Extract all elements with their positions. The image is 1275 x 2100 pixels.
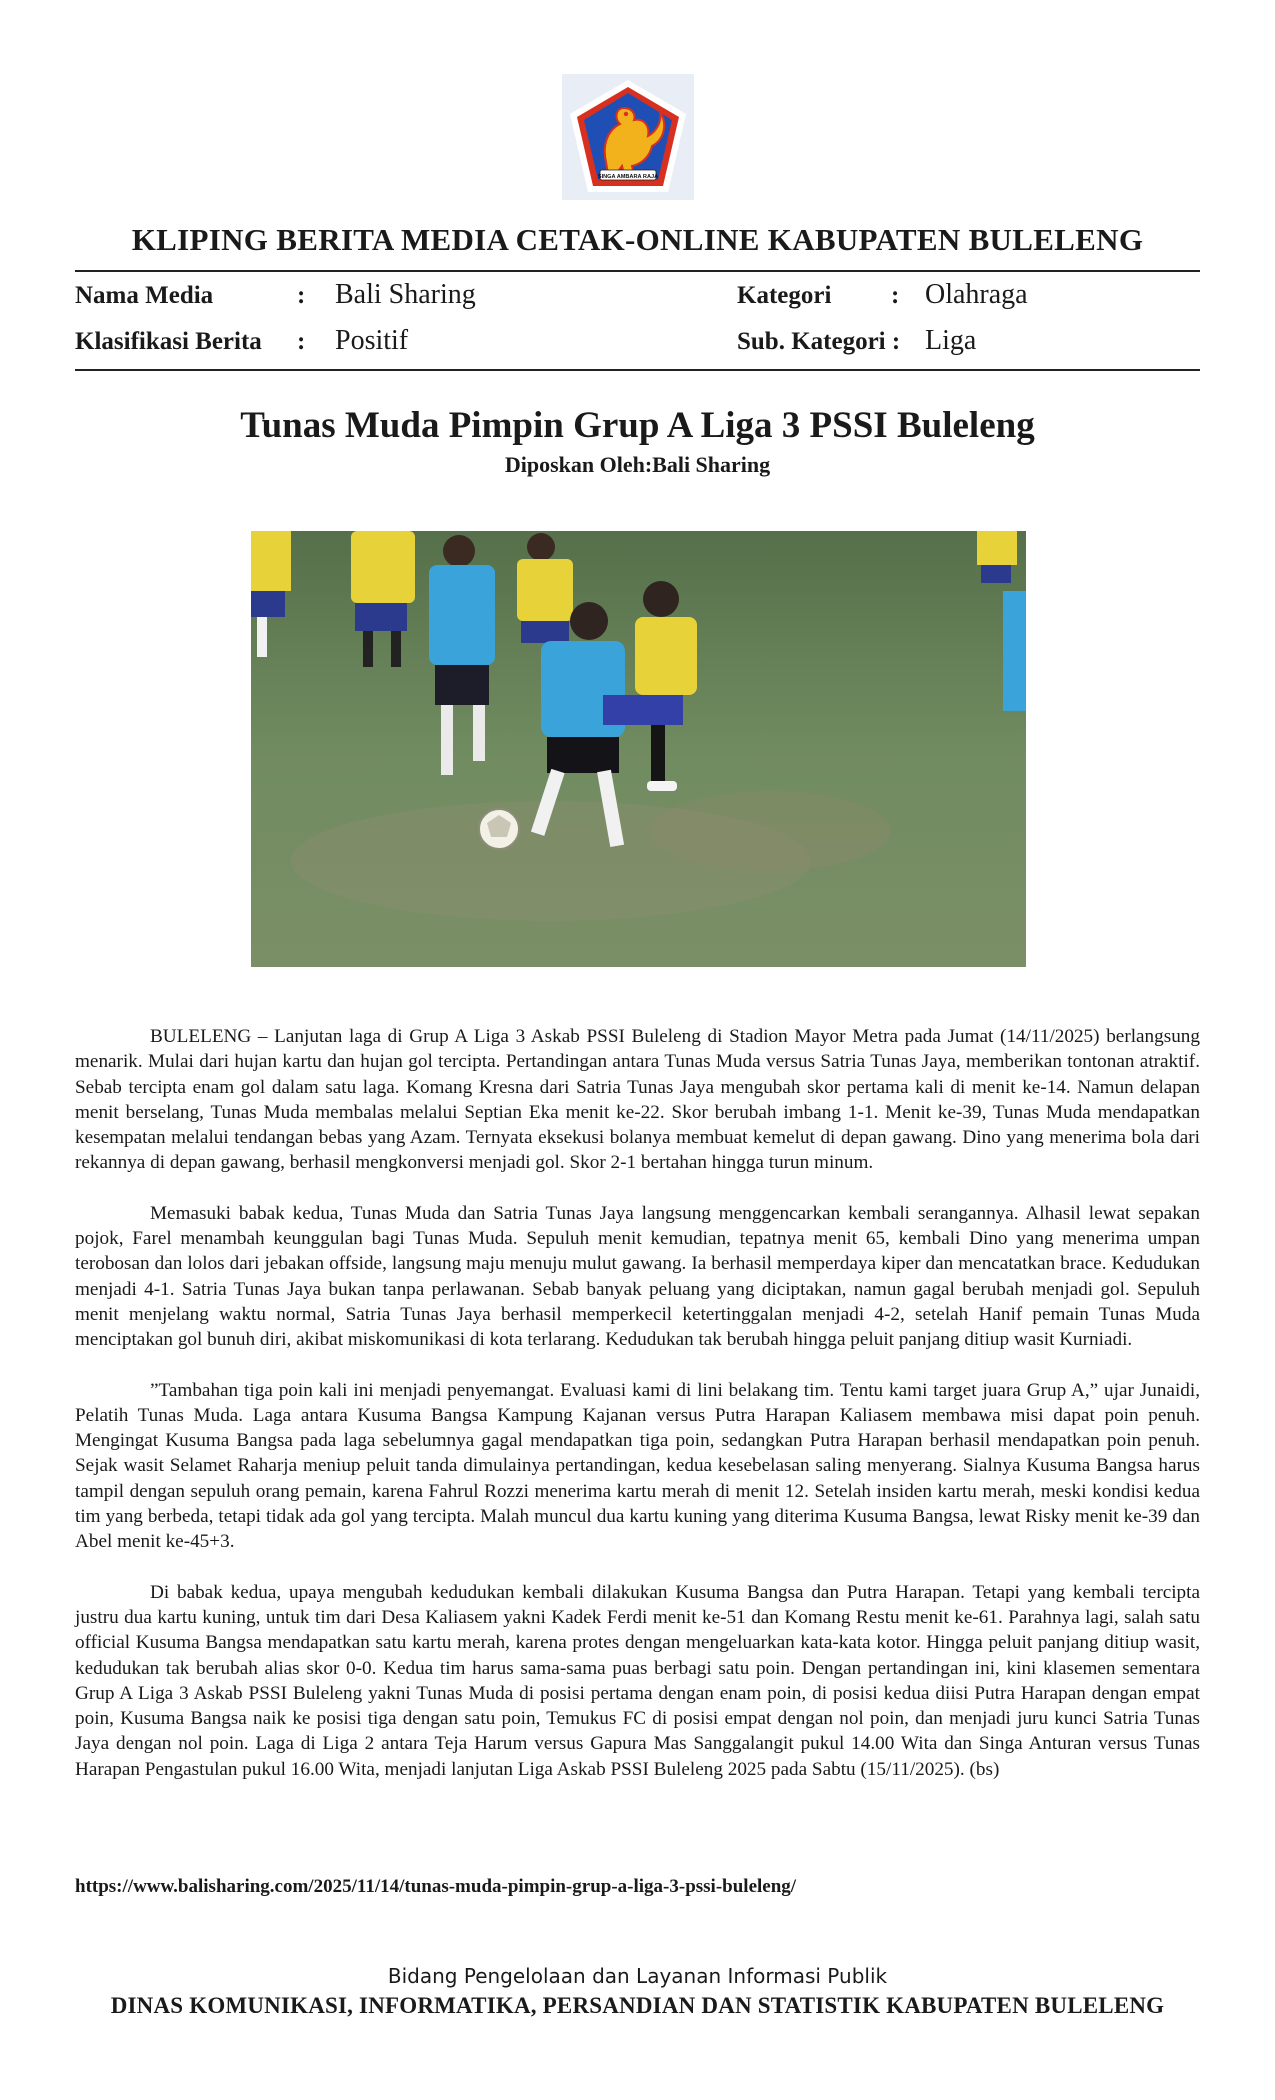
media-value: Bali Sharing bbox=[335, 279, 476, 310]
classification-value: Positif bbox=[335, 325, 409, 356]
regency-crest-icon bbox=[562, 74, 694, 200]
article-paragraph-3: ”Tambahan tiga poin kali ini menjadi penyemangat. Evaluasi kami di lini belakang tim. Tentu kami target juara Grup A,” ujar Junaidi, Pelatih Tunas Muda. Laga antara Kusuma Bangsa Kampung Kajanan versus Putra Harapan Kaliasem membawa misi dapat poin penuh. Mengingat Kusuma Bangsa pada laga sebelumnya gagal mendapatkan tiga poin, sedangkan Putra Harapan berhasil mendapatkan poin penuh. Sejak wasit Selamet Raharja meniup peluit tanda dimulainya pertandingan, kedua kesebelasan saling menyerang. Sialnya Kusuma Bangsa harus tampil dengan sepuluh orang pemain, karena Fahrul Rozzi menerima kartu merah di menit 12. Setelah insiden kartu merah, meski kondisi kedua tim yang berbeda, tetapi tidak ada gol yang tercipta. Malah muncul dua kartu kuning yang diterima Kusuma Bangsa, lewat Risky menit ke-39 dan Abel menit ke-45+3. bbox=[75, 1379, 1200, 1553]
category-label: Kategori bbox=[737, 282, 832, 309]
category-separator: : bbox=[891, 282, 900, 309]
classification-separator: : bbox=[297, 328, 306, 355]
subcategory-label: Sub. Kategori : bbox=[737, 328, 901, 355]
subcategory-value: Liga bbox=[925, 325, 977, 356]
media-separator: : bbox=[297, 282, 306, 309]
article-paragraph-4: Di babak kedua, upaya mengubah kedudukan kembali dilakukan Kusuma Bangsa dan Putra Harapan. Tetapi yang kembali tercipta justru dua kartu kuning, untuk tim dari Desa Kaliasem yakni Kadek Ferdi menit ke-51 dan Komang Restu menit ke-61. Parahnya lagi, salah satu official Kusuma Bangsa mendapatkan satu kartu merah, karena protes dengan mengeluarkan kata-kata kotor. Hingga peluit panjang ditiup wasit, kedudukan tak berubah alias skor 0-0. Kedua tim harus sama-sama puas berbagi satu poin. Dengan pertandingan ini, kini klasemen sementara Grup A Liga 3 Askab PSSI Buleleng yakni Tunas Muda di posisi pertama dengan enam poin, di posisi kedua diisi Putra Harapan dengan empat poin, Kusuma Bangsa naik ke posisi tiga dengan satu poin, Temukus FC di posisi empat dengan nol poin, dan menjadi juru kunci Satria Tunas Jaya dengan nol poin. Laga di Liga 2 antara Teja Harum versus Gapura Mas Sanggalangit pukul 14.00 Wita dan Singa Anturan versus Tunas Harapan Pengastulan pukul 16.00 Wita, menjadi lanjutan Liga Askab PSSI Buleleng 2025 pada Sabtu (15/11/2025). (bs) bbox=[75, 1581, 1200, 1780]
crest-caption: SINGA AMBARA RAJA bbox=[597, 174, 659, 180]
article-paragraph-2: Memasuki babak kedua, Tunas Muda dan Satria Tunas Jaya langsung menggencarkan kembali serangannya. Alhasil lewat sepakan pojok, Farel menambah keunggulan bagi Tunas Muda. Sepuluh menit kemudian, tepatnya menit 65, kembali Dino yang menerima umpan terobosan dan lolos dari jebakan offside, langsung maju menuju mulut gawang. Ia berhasil memperdaya kiper dan mencatatkan brace. Kedudukan menjadi 4-1. Satria Tunas Jaya bukan tanpa perlawanan. Sebab banyak peluang yang diciptakan, namun gagal berubah menjadi gol. Sepuluh menit menjelang waktu normal, Satria Tunas Jaya berhasil memperkecil ketertinggalan menjadi 4-2, setelah Hanif pemain Tunas Muda menciptakan gol bunuh diri, akibat miskomunikasi di kota terlarang. Kedudukan tak berubah hingga peluit panjang ditiup wasit Kurniadi. bbox=[75, 1202, 1200, 1351]
classification-label: Klasifikasi Berita bbox=[75, 328, 262, 355]
media-label: Nama Media bbox=[75, 282, 214, 309]
footer-department: DINAS KOMUNIKASI, INFORMATIKA, PERSANDIAN DAN STATISTIK KABUPATEN BULELENG bbox=[110, 1993, 1165, 2018]
article-photo bbox=[251, 531, 1026, 967]
article-title: Tunas Muda Pimpin Grup A Liga 3 PSSI Buleleng bbox=[240, 405, 1035, 446]
masthead-title: KLIPING BERITA MEDIA CETAK-ONLINE KABUPATEN BULELENG bbox=[131, 222, 1144, 257]
category-value: Olahraga bbox=[925, 279, 1028, 310]
article-body bbox=[75, 1024, 1200, 1807]
meta-bottom-rule bbox=[75, 369, 1200, 371]
source-url-link[interactable]: https://www.balisharing.com/2025/11/14/tunas-muda-pimpin-grup-a-liga-3-pssi-buleleng/ bbox=[75, 1876, 797, 1897]
article-paragraph-1: BULELENG – Lanjutan laga di Grup A Liga 3 Askab PSSI Buleleng di Stadion Mayor Metra pada Jumat (14/11/2025) berlangsung menarik. Mulai dari hujan kartu dan hujan gol tercipta. Pertandingan antara Tunas Muda versus Satria Tunas Jaya, memberikan tontonan atraktif. Sebab tercipta enam gol dalam satu laga. Komang Kresna dari Satria Tunas Jaya mengubah skor pertama kali di menit ke-14. Namun delapan menit berselang, Tunas Muda membalas melalui Septian Eka menit ke-22. Skor berubah imbang 1-1. Menit ke-39, Tunas Muda mendapatkan kesempatan melalui tendangan bebas yang Azam. Ternyata eksekusi bolanya membuat kemelut di depan gawang. Dino yang menerima bola dari rekannya di depan gawang, berhasil mengkonversi menjadi gol. Skor 2-1 bertahan hingga turun minum. bbox=[75, 1026, 1200, 1174]
article-byline: Diposkan Oleh:Bali Sharing bbox=[504, 452, 771, 477]
footer-unit: Bidang Pengelolaan dan Layanan Informasi Publik bbox=[387, 1964, 888, 1988]
meta-row-classification bbox=[75, 325, 1200, 364]
masthead-top-rule bbox=[75, 270, 1200, 272]
meta-row-media bbox=[75, 279, 1200, 318]
